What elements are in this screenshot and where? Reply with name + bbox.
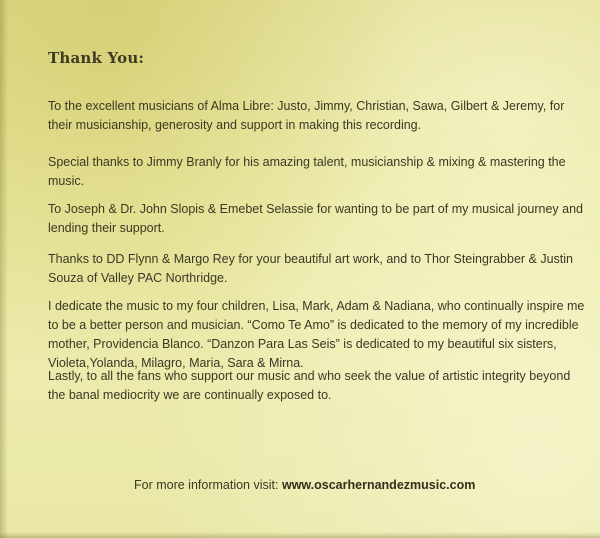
page-title: Thank You: [48, 49, 145, 67]
footer-more-info [134, 478, 475, 492]
paragraph-musicians: To the excellent musicians of Alma Libre: Justo, Jimmy, Christian, Sawa, Gilbert & Jeremy, for their musicianship, generosity and support in making this recording. [48, 99, 565, 132]
paragraph-joseph-slopis: To Joseph & Dr. John Slopis & Emebet Selassie for wanting to be part of my musical journey and lending their support. [48, 202, 583, 235]
footer-label: For more information visit: [134, 478, 279, 492]
paragraph-fans: Lastly, to all the fans who support our music and who seek the value of artistic integrity beyond the banal mediocrity we are continually exposed to. [48, 369, 571, 402]
page-edge-shadow-bottom [0, 532, 600, 538]
paragraph-jimmy-branly: Special thanks to Jimmy Branly for his amazing talent, musicianship & mixing & mastering the music. [48, 155, 566, 188]
page-edge-shadow-left [0, 0, 8, 538]
paragraph-art-work: Thanks to DD Flynn & Margo Rey for your beautiful art work, and to Thor Steingrabber & Justin Souza of Valley PAC Northridge. [48, 252, 574, 285]
website-link[interactable]: www.oscarhernandezmusic.com [281, 478, 476, 492]
paragraph-dedication: I dedicate the music to my four children, Lisa, Mark, Adam & Nadiana, who continually inspire me to be a better person and musician. “Como Te Amo” is dedicated to the memory of my incredible mother, Providencia Blanco. “Danzon Para Las Seis” is dedicated to my beautiful six sisters, Violeta,Yolanda, Milagro, Maria, Sara & Mirna. [48, 299, 585, 370]
